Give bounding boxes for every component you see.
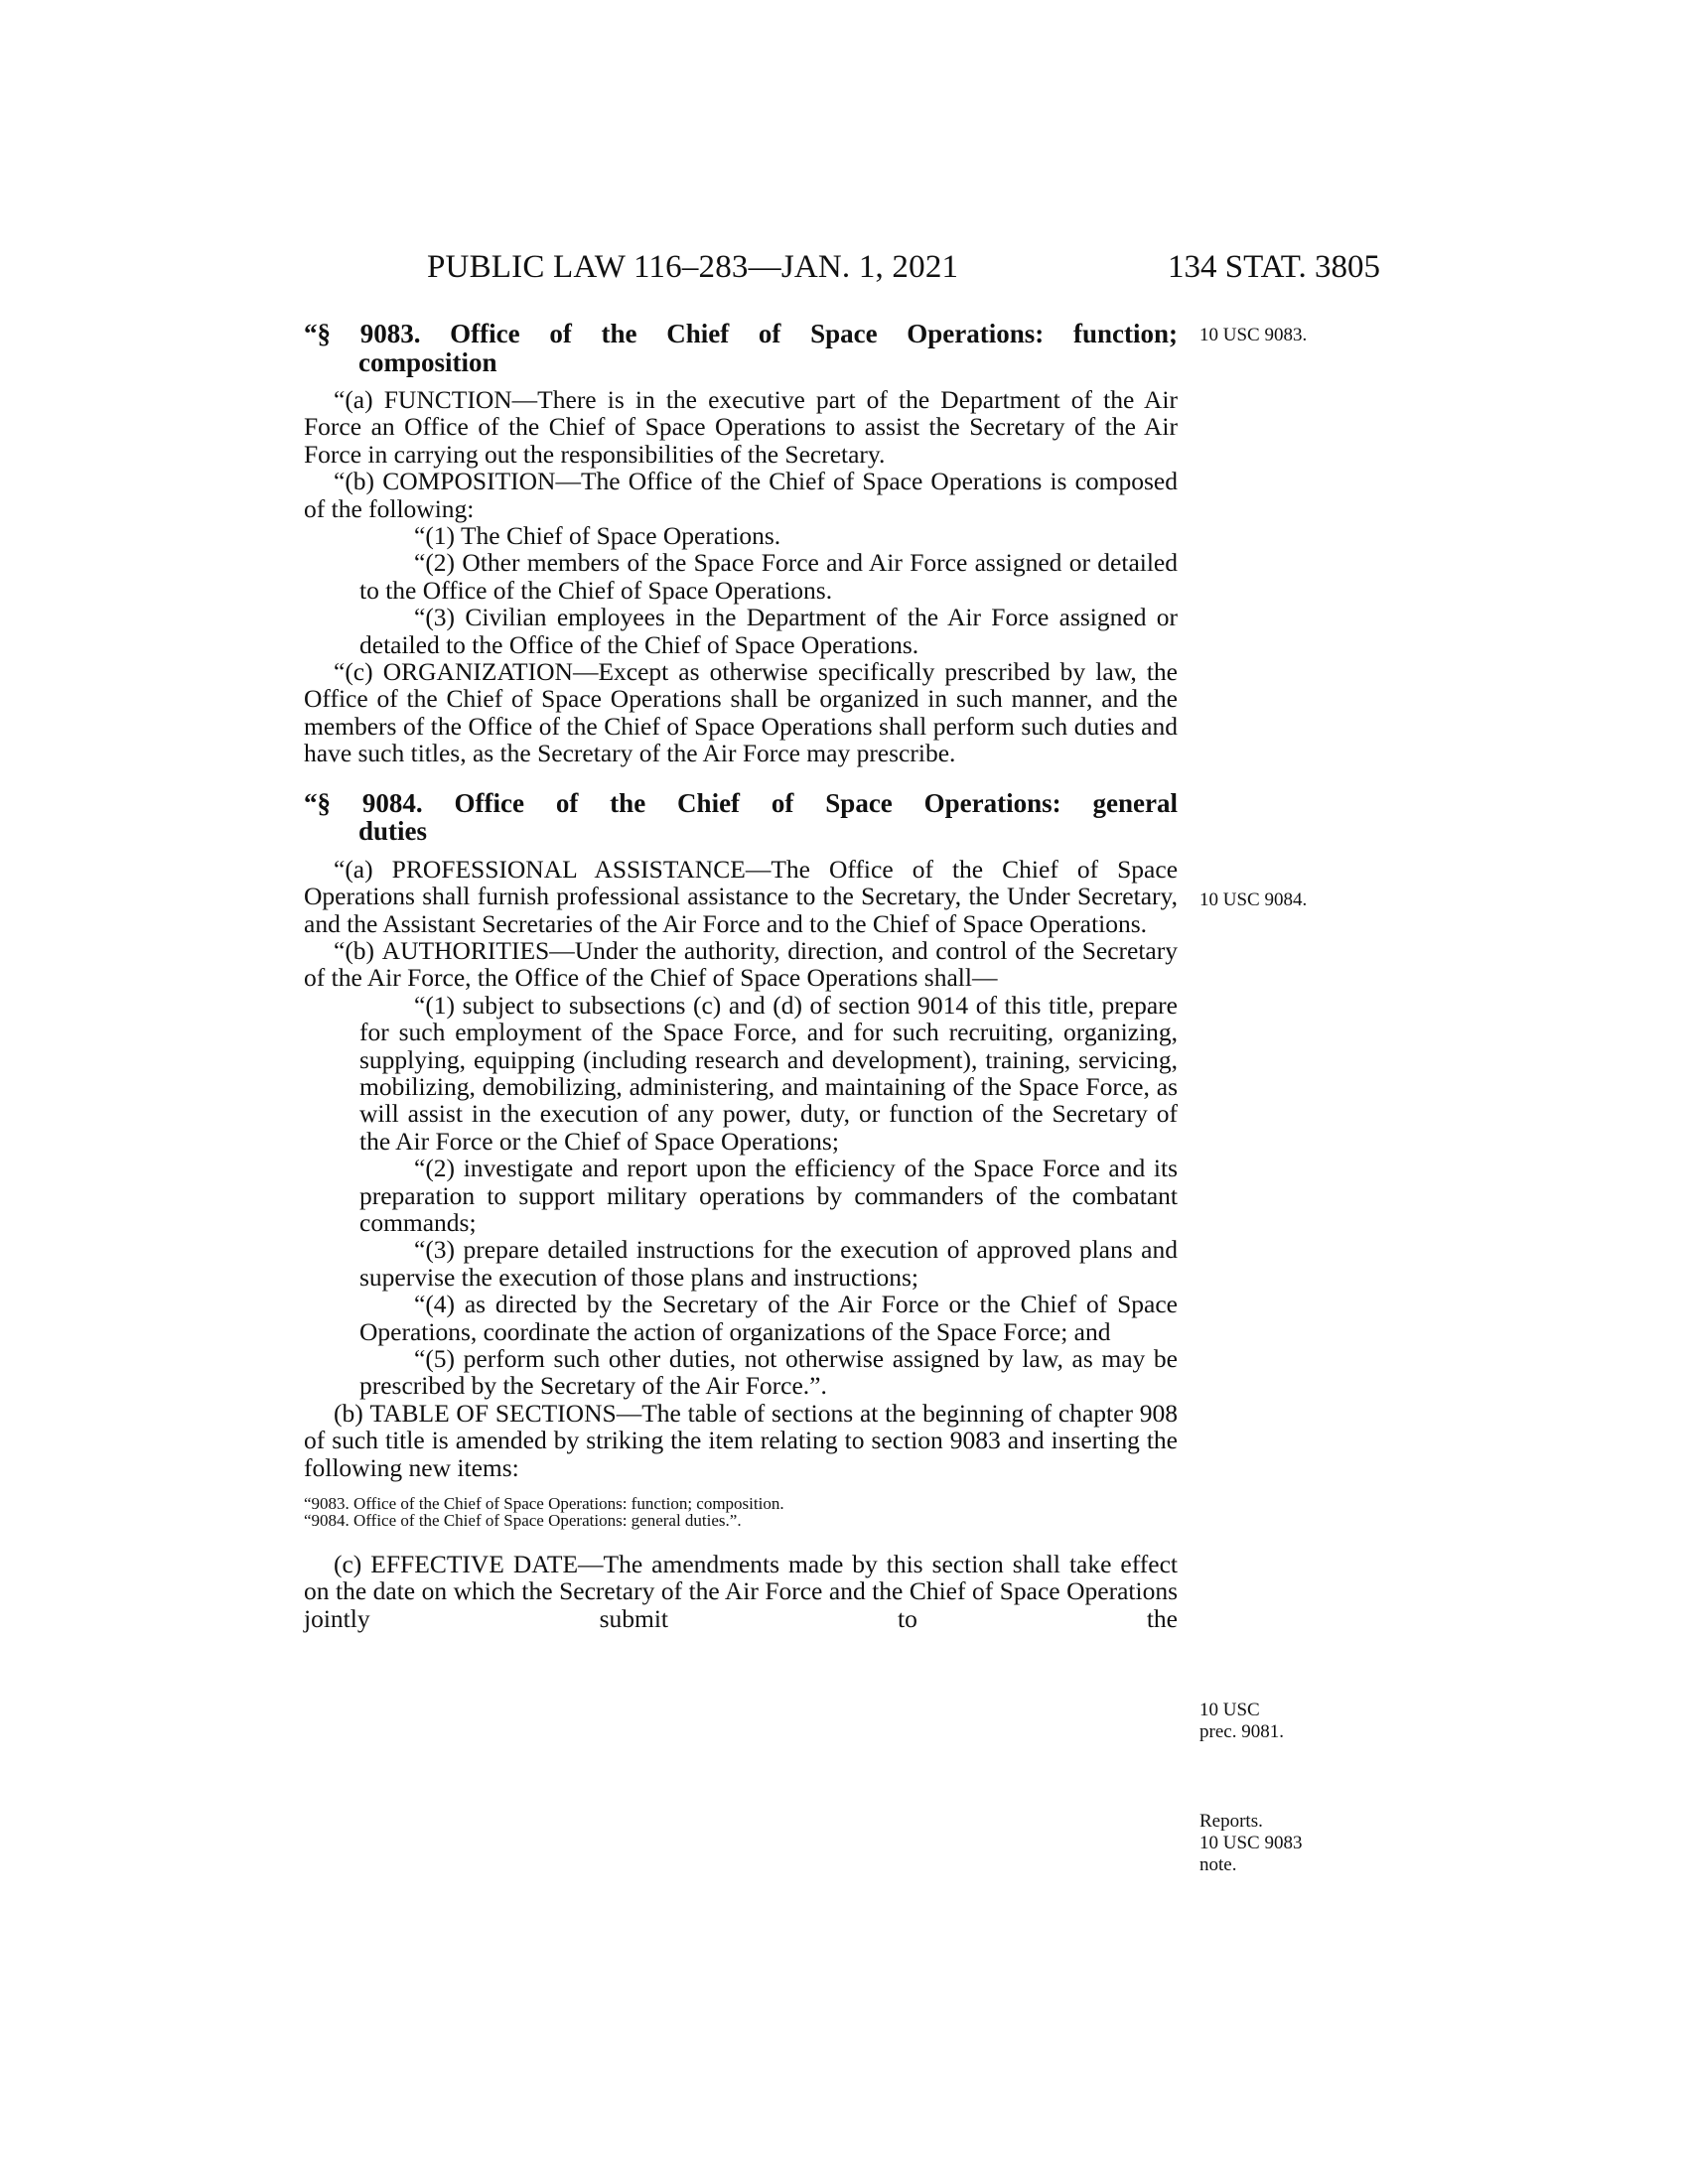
toc-entry: “9084. Office of the Chief of Space Operations: general duties.”.: [304, 1511, 742, 1531]
page-header: [298, 249, 1380, 289]
statute-page-number: 134 STAT. 3805: [1167, 249, 1380, 285]
effective-date-paragraph: (c) EFFECTIVE DATE—The amendments made by this section shall take effect on the date on which the Secretary of the Air Force and the Chief of Space Operations jointly submit to the: [304, 1550, 1178, 1633]
section-9084-heading: “§ 9084. Office of the Chief of Space Operations: general duties: [304, 787, 1178, 847]
margin-note-9083: 10 USC 9083.: [1199, 325, 1308, 345]
section-9083-item-2: “(2) Other members of the Space Force and Air Force assigned or detailed to the Office of the Chief of Space Operations.: [359, 548, 1178, 605]
section-9084-item-4: “(4) as directed by the Secretary of the Air Force or the Chief of Space Operations, coordinate the action of organizations of the Space Force; and: [359, 1290, 1178, 1346]
section-9084-subsection-a: “(a) PROFESSIONAL ASSISTANCE—The Office of the Chief of Space Operations shall furnish professional assistance to the Secretary, the Under Secretary, and the Assistant Secretaries of the Air Force and to the Chief of Space Operations.: [304, 854, 1179, 938]
running-head: PUBLIC LAW 116–283—JAN. 1, 2021: [427, 249, 959, 285]
section-9084-item-2: “(2) investigate and report upon the efficiency of the Space Force and its preparation to support military operations by commanders of the combatant commands;: [359, 1154, 1178, 1237]
section-9083-heading: “§ 9083. Office of the Chief of Space Operations: function; composition: [304, 319, 1178, 377]
margin-note-reports: Reports. 10 USC 9083 note.: [1199, 1811, 1303, 1875]
section-9084-item-1: “(1) subject to subsections (c) and (d) of section 9014 of this title, prepare for such employment of the Space Force, and for such recruiting, organizing, supplying, equipping (including research and development), training, servicing, mobilizing, demobilizing, administering, and maintaining of the Space Force, as will assist in the execution of any power, duty, or function of the Secretary of the Air Force or the Chief of Space Operations;: [359, 990, 1178, 1156]
section-9083-subsection-a: “(a) FUNCTION—There is in the executive part of the Department of the Air Force an Office of the Chief of Space Operations to assist the Secretary of the Air Force in carrying out the responsibilities of the Secretary.: [304, 385, 1179, 469]
margin-note-9084: 10 USC 9084.: [1199, 889, 1308, 910]
table-of-sections-paragraph: (b) TABLE OF SECTIONS—The table of sections at the beginning of chapter 908 of such title is amended by striking the item relating to section 9083 and inserting the following new items:: [304, 1398, 1178, 1482]
document-body: [304, 320, 1178, 1632]
section-9084-item-5: “(5) perform such other duties, not otherwise assigned by law, as may be prescribed by the Secretary of the Air Force.”.: [359, 1344, 1178, 1401]
section-9083-item-1: “(1) The Chief of Space Operations.: [414, 521, 781, 551]
section-9084-item-3: “(3) prepare detailed instructions for the execution of approved plans and supervise the execution of those plans and instructions;: [359, 1235, 1178, 1292]
section-9083-item-3: “(3) Civilian employees in the Department of the Air Force assigned or detailed to the Office of the Chief of Space Operations.: [359, 603, 1178, 659]
section-9083-subsection-c: “(c) ORGANIZATION—Except as otherwise specifically prescribed by law, the Office of the Chief of Space Operations shall be organized in such manner, and the members of the Office of the Chief of Space Operations shall perform such duties and have such titles, as the Secretary of the Air Force may prescribe.: [304, 657, 1179, 768]
section-9084-subsection-b: “(b) AUTHORITIES—Under the authority, direction, and control of the Secretary of the Air Force, the Office of the Chief of Space Operations shall—: [304, 935, 1178, 993]
section-9083-subsection-b: “(b) COMPOSITION—The Office of the Chief of Space Operations is composed of the following:: [304, 467, 1178, 523]
toc-entry: “9083. Office of the Chief of Space Operations: function; composition.: [304, 1494, 784, 1514]
table-of-sections-entries: [304, 1495, 1178, 1529]
margin-note-table-of-sections: 10 USC prec. 9081.: [1199, 1700, 1284, 1742]
